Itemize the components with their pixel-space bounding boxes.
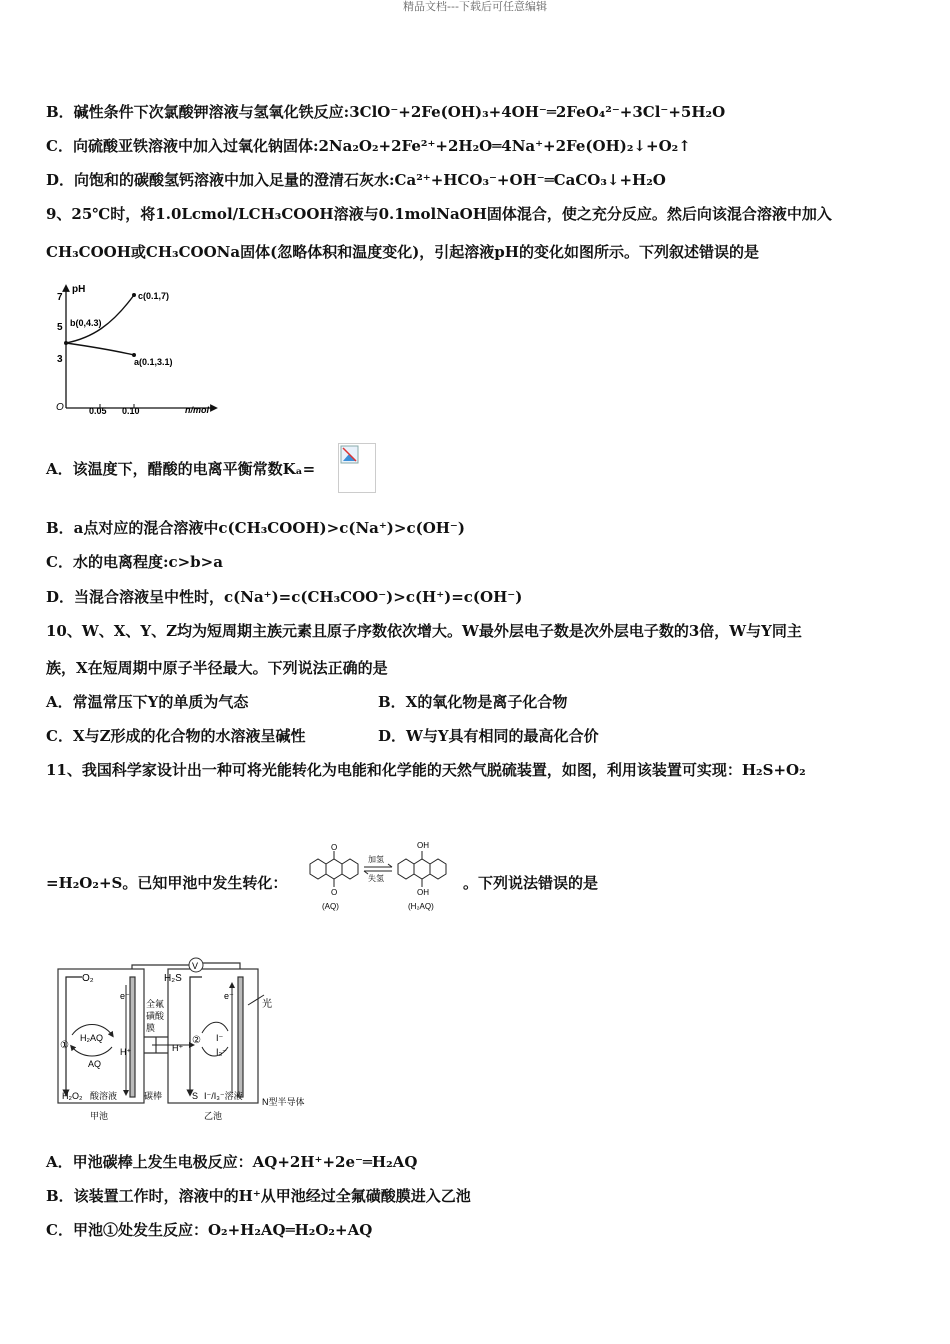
page-header: 精品文档---下载后可任意编辑 bbox=[403, 0, 547, 13]
point-b bbox=[64, 341, 68, 345]
point-a-label: a(0.1,3.1) bbox=[134, 357, 173, 367]
q8-option-b: B．碱性条件下次氯酸钾溶液与氢氧化铁反应:3ClO⁻+2Fe(OH)₃+4OH⁻═2FeO₄²⁻+3Cl⁻+5H₂O bbox=[46, 103, 726, 121]
desulfurization-device-diagram bbox=[52, 955, 342, 1125]
membrane-label: 膜 bbox=[146, 1023, 156, 1033]
hydrogenation-label: 加氢 bbox=[368, 855, 384, 864]
q10-option-b: B．X的氧化物是离子化合物 bbox=[378, 693, 568, 711]
iodide-label: I⁻ bbox=[216, 1033, 224, 1043]
point-c-label: c(0.1,7) bbox=[138, 291, 170, 301]
aq-label: (AQ) bbox=[322, 902, 339, 911]
q11-option-a: A．甲池碳棒上发生电极反应：AQ+2H⁺+2e⁻═H₂AQ bbox=[46, 1153, 418, 1171]
sulfur-label: S bbox=[192, 1091, 199, 1101]
y-tick-label: 5 bbox=[57, 322, 63, 333]
q8-option-d: D．向饱和的碳酸氢钙溶液中加入足量的澄清石灰水:Ca²⁺+HCO₃⁻+OH⁻═CaCO₃↓+H₂O bbox=[46, 171, 666, 189]
carbon-rod bbox=[130, 977, 135, 1097]
site-1-label: ① bbox=[60, 1040, 69, 1051]
aq-label: AQ bbox=[88, 1059, 102, 1069]
site-2-label: ② bbox=[192, 1035, 201, 1046]
pool-jia-label: 甲池 bbox=[90, 1111, 109, 1121]
h2aq-oh-bottom: OH bbox=[417, 888, 429, 897]
y-tick-label: 3 bbox=[57, 354, 63, 365]
hplus-label-right: H⁺ bbox=[172, 1043, 184, 1053]
point-b-label: b(0,4.3) bbox=[70, 318, 102, 328]
membrane-label: 全氟 bbox=[146, 999, 165, 1009]
electron-label-right: e⁻ bbox=[224, 991, 234, 1001]
light-label: 光 bbox=[262, 999, 272, 1010]
pool-yi-label: 乙池 bbox=[204, 1111, 223, 1121]
ph-chart bbox=[52, 280, 222, 420]
q10-stem-line2: 族，X在短周期中原子半径最大。下列说法正确的是 bbox=[46, 659, 388, 677]
x-axis-label: n/mol bbox=[185, 405, 209, 415]
q9-stem-line2: CH₃COOH或CH₃COONa固体(忽略体积和温度变化)，引起溶液pH的变化如图所示。下列叙述错误的是 bbox=[46, 243, 759, 261]
hplus-label-left: H⁺ bbox=[120, 1047, 132, 1057]
semiconductor-label: N型半导体 bbox=[262, 1097, 305, 1107]
q11-stem-line1: 11、我国科学家设计出一种可将光能转化为电能和化学能的天然气脱硫装置，如图，利用该装置可实现：H₂S+O₂ bbox=[46, 761, 806, 779]
h2aq-label: (H₂AQ) bbox=[408, 902, 434, 911]
q9-option-c: C．水的电离程度:c>b>a bbox=[46, 553, 223, 571]
q9-option-d: D．当混合溶液呈中性时，c(Na⁺)=c(CH₃COO⁻)>c(H⁺)=c(OH⁻) bbox=[46, 588, 523, 606]
h2aq-label: H₂AQ bbox=[80, 1033, 103, 1043]
series-line-to-a bbox=[66, 343, 134, 355]
q11-option-c: C．甲池①处发生反应：O₂+H₂AQ═H₂O₂+AQ bbox=[46, 1221, 373, 1239]
broken-image-icon bbox=[340, 445, 360, 465]
y-axis-label: pH bbox=[72, 284, 86, 295]
q11-stem-line2b: 。下列说法错误的是 bbox=[463, 874, 599, 892]
o2-label: O₂ bbox=[82, 973, 94, 984]
h2o2-label: H₂O₂ bbox=[62, 1091, 83, 1101]
acid-solution-label: 酸溶液 bbox=[90, 1091, 118, 1101]
h2aq-oh-top: OH bbox=[417, 841, 429, 850]
q8-option-c: C．向硫酸亚铁溶液中加入过氧化钠固体:2Na₂O₂+2Fe²⁺+2H₂O═4Na⁺+2Fe(OH)₂↓+O₂↑ bbox=[46, 137, 691, 155]
triiodide-label: I₃⁻ bbox=[216, 1047, 227, 1057]
iodide-solution-label: I⁻/I₃⁻溶液 bbox=[204, 1091, 243, 1101]
q9-stem-line1: 9、25℃时，将1.0Lcmol/LCH₃COOH溶液与0.1molNaOH固体混合，使之充分反应。然后向该混合溶液中加入 bbox=[46, 205, 832, 223]
ka-formula-image bbox=[338, 443, 376, 493]
q10-option-d: D．W与Y具有相同的最高化合价 bbox=[378, 727, 599, 745]
q9-option-b: B．a点对应的混合溶液中c(CH₃COOH)>c(Na⁺)>c(OH⁻) bbox=[46, 519, 465, 537]
h2aq-structure bbox=[398, 851, 446, 887]
x-tick-label: 0.05 bbox=[89, 406, 107, 416]
h2s-label: H₂S bbox=[164, 973, 182, 984]
dehydrogenation-label: 失氢 bbox=[368, 874, 384, 883]
q10-option-c: C．X与Z形成的化合物的水溶液呈碱性 bbox=[46, 727, 306, 745]
electron-label-left: e⁻ bbox=[120, 991, 130, 1001]
q11-option-b: B．该装置工作时，溶液中的H⁺从甲池经过全氟磺酸膜进入乙池 bbox=[46, 1187, 471, 1205]
q9-option-a: A．该温度下，醋酸的电离平衡常数Kₐ= bbox=[46, 460, 316, 478]
q10-stem-line1: 10、W、X、Y、Z均为短周期主族元素且原子序数依次增大。W最外层电子数是次外层电子数的3倍，W与Y同主 bbox=[46, 622, 802, 640]
aq-structure bbox=[310, 851, 358, 887]
membrane-label: 磺酸 bbox=[146, 1011, 165, 1021]
q11-stem-line2a: =H₂O₂+S。已知甲池中发生转化： bbox=[46, 874, 288, 892]
voltmeter-label: V bbox=[192, 961, 199, 971]
y-tick-label: 7 bbox=[57, 292, 63, 303]
aq-o-bottom: O bbox=[331, 888, 338, 897]
q10-option-a: A．常温常压下Y的单质为气态 bbox=[46, 693, 249, 711]
aq-o-top: O bbox=[331, 843, 338, 852]
aq-conversion-equation bbox=[300, 836, 465, 914]
semiconductor-electrode bbox=[238, 977, 243, 1097]
carbon-rod-label: 碳棒 bbox=[144, 1091, 163, 1101]
pool-yi-box bbox=[168, 969, 258, 1103]
point-c bbox=[132, 293, 136, 297]
x-tick-label: 0.10 bbox=[122, 406, 140, 416]
origin-label: O bbox=[56, 402, 64, 413]
